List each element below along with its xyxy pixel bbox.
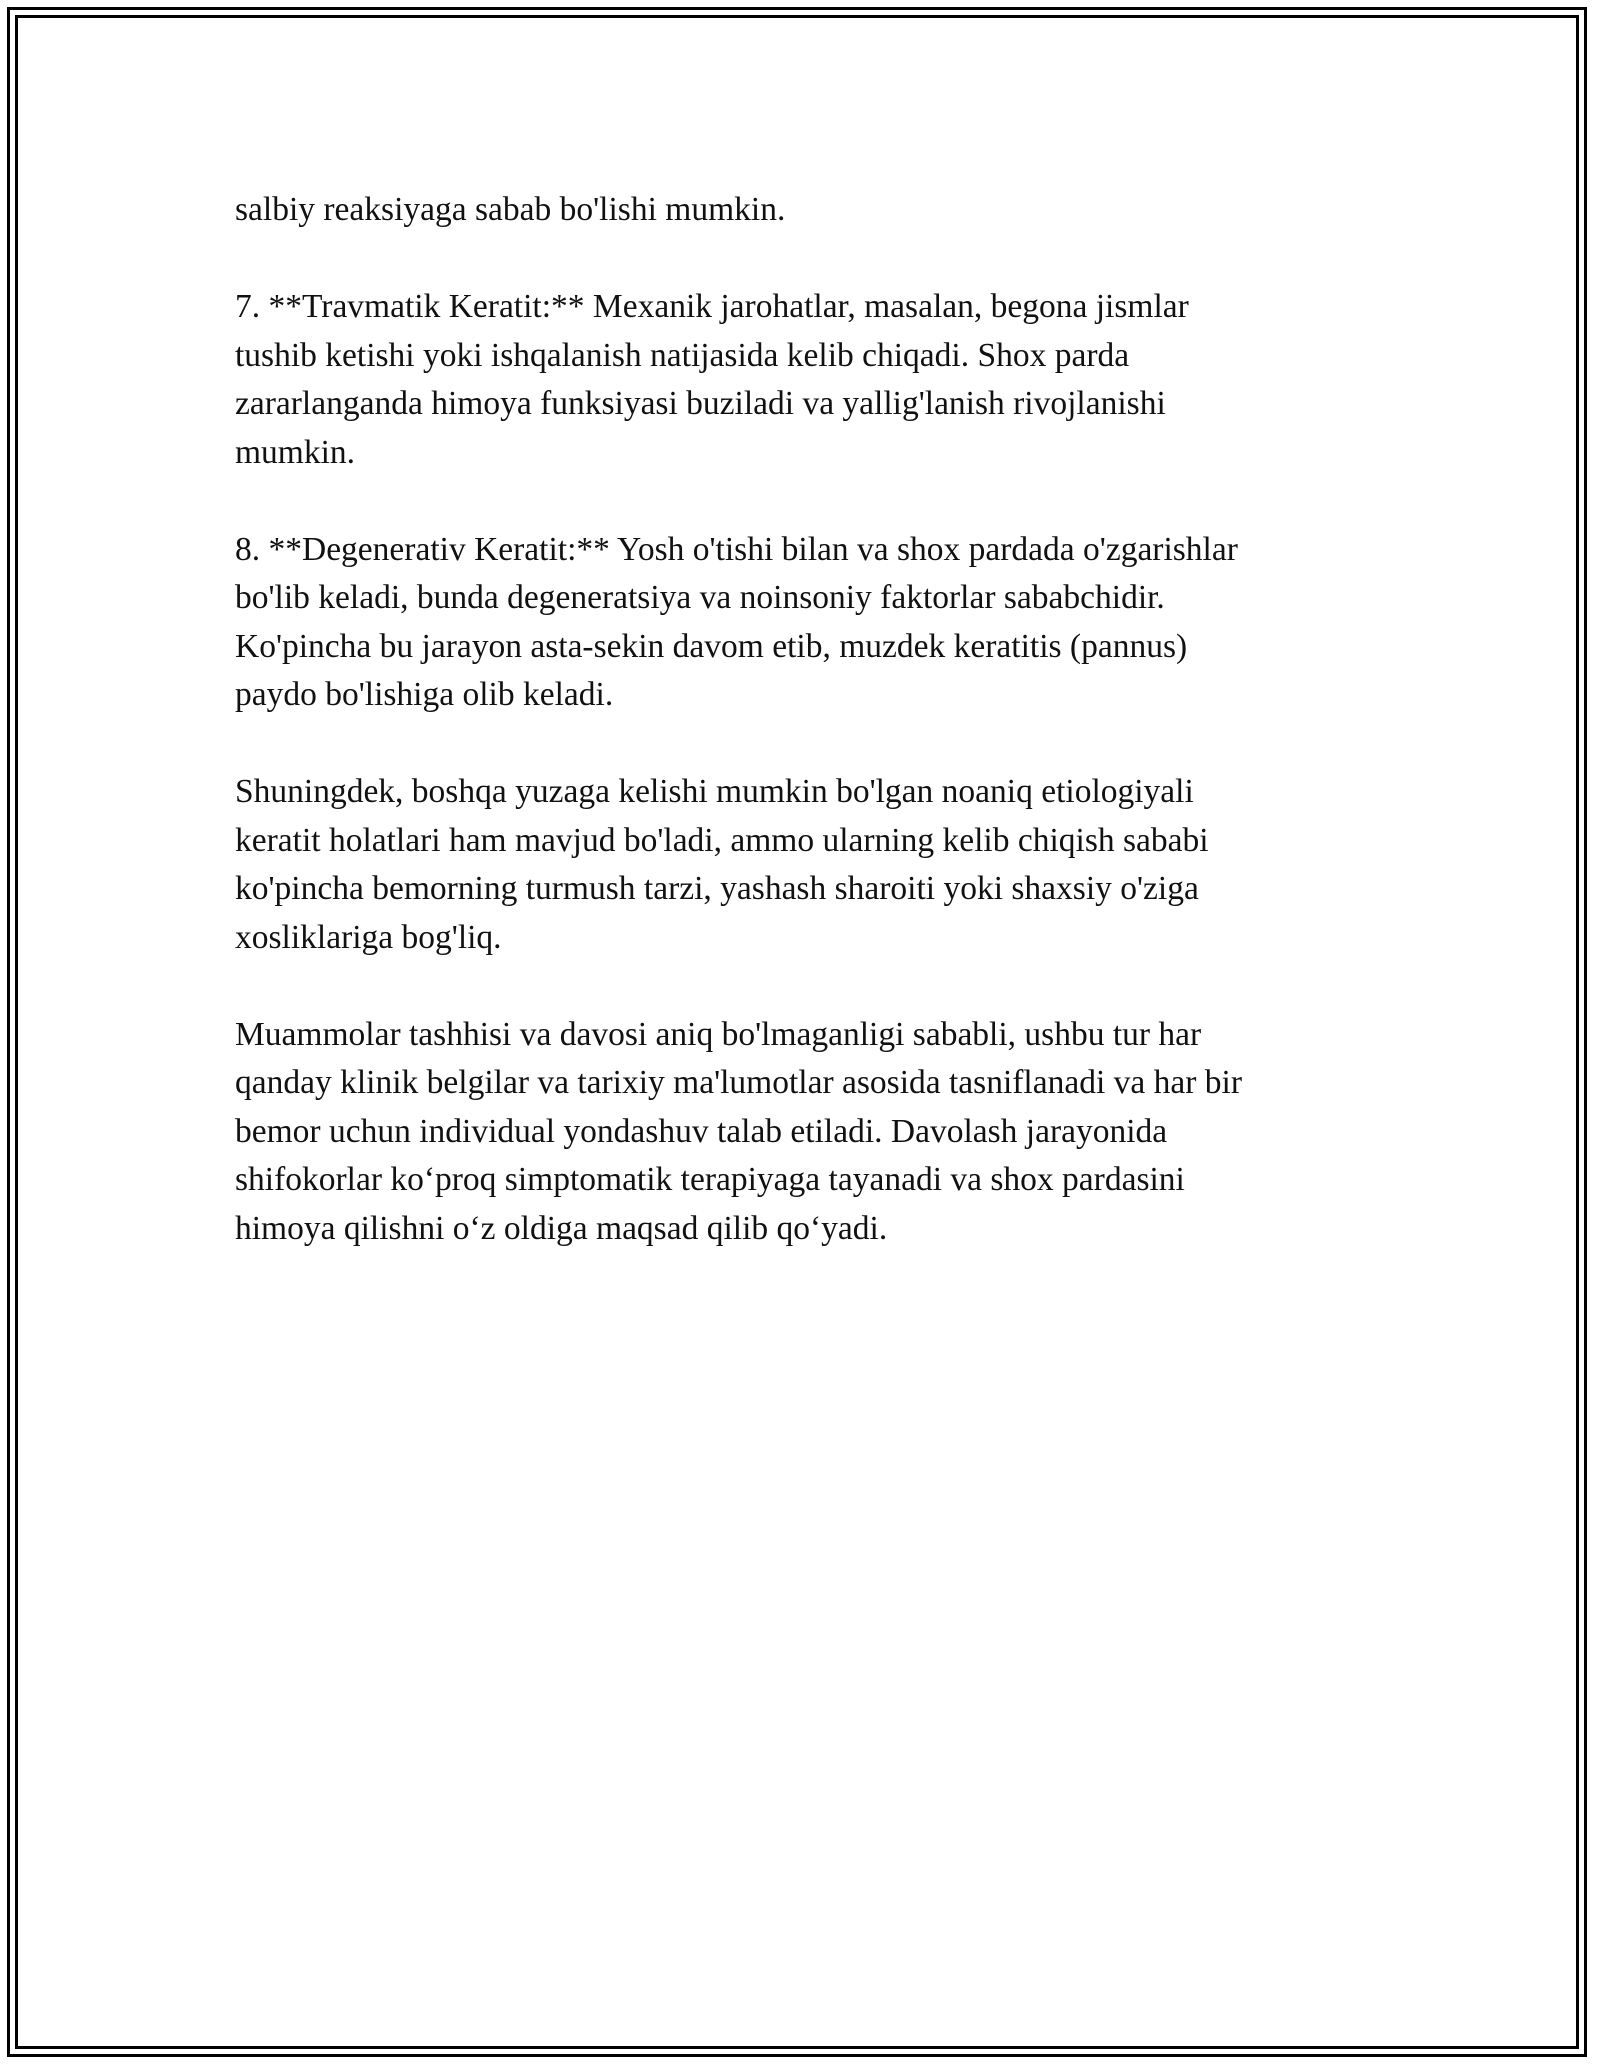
document-body — [235, 186, 1360, 1302]
text-line: 8. **Degenerativ Keratit:** Yosh o'tishi bilan va shox pardada o'zgarishlar — [235, 530, 1238, 568]
text-line: ko'pincha bemorning turmush tarzi, yashash sharoiti yoki shaxsiy o'ziga — [235, 870, 1199, 907]
text-line: Shuningdek, boshqa yuzaga kelishi mumkin bo'lgan noaniq etiologiyali — [235, 773, 1194, 810]
text-line: himoya qilishni o‘z oldiga maqsad qilib qo‘yadi. — [235, 1209, 888, 1247]
text-line: bemor uchun individual yondashuv talab etiladi. Davolash jarayonida — [235, 1112, 1168, 1150]
text-line: Ko'pincha bu jarayon asta-sekin davom etib, muzdek keratitis (pannus) — [235, 627, 1188, 665]
paragraph-noaniq-etiologiya — [235, 768, 1360, 962]
text-line: 7. **Travmatik Keratit:** Mexanik jarohatlar, masalan, begona jismlar — [235, 288, 1189, 325]
text-line: keratit holatlari ham mavjud bo'ladi, ammo ularning kelib chiqish sababi — [235, 821, 1209, 859]
paragraph-travmatik-keratit — [235, 283, 1360, 477]
text-line: zararlanganda himoya funksiyasi buziladi va yallig'lanish rivojlanishi — [235, 385, 1166, 422]
text-line: salbiy reaksiyaga sabab bo'lishi mumkin. — [235, 191, 786, 228]
paragraph-tashhis-davo — [235, 1011, 1360, 1254]
text-line: bo'lib keladi, bunda degeneratsiya va noinsoniy faktorlar sababchidir. — [235, 579, 1165, 616]
text-line: Muammolar tashhisi va davosi aniq bo'lmaganligi sababli, ushbu tur har — [235, 1015, 1202, 1053]
text-line: qanday klinik belgilar va tarixiy ma'lumotlar asosida tasniflanadi va har bir — [235, 1064, 1243, 1101]
text-line: xosliklariga bog'liq. — [235, 918, 502, 956]
text-line: shifokorlar ko‘proq simptomatik terapiyaga tayanadi va shox pardasini — [235, 1161, 1185, 1198]
text-line: paydo bo'lishiga olib keladi. — [235, 676, 614, 713]
text-line: tushib ketishi yoki ishqalanish natijasida kelib chiqadi. Shox parda — [235, 336, 1130, 374]
text-line: mumkin. — [235, 433, 356, 471]
paragraph-continuation — [235, 186, 1360, 235]
paragraph-degenerativ-keratit — [235, 526, 1360, 720]
